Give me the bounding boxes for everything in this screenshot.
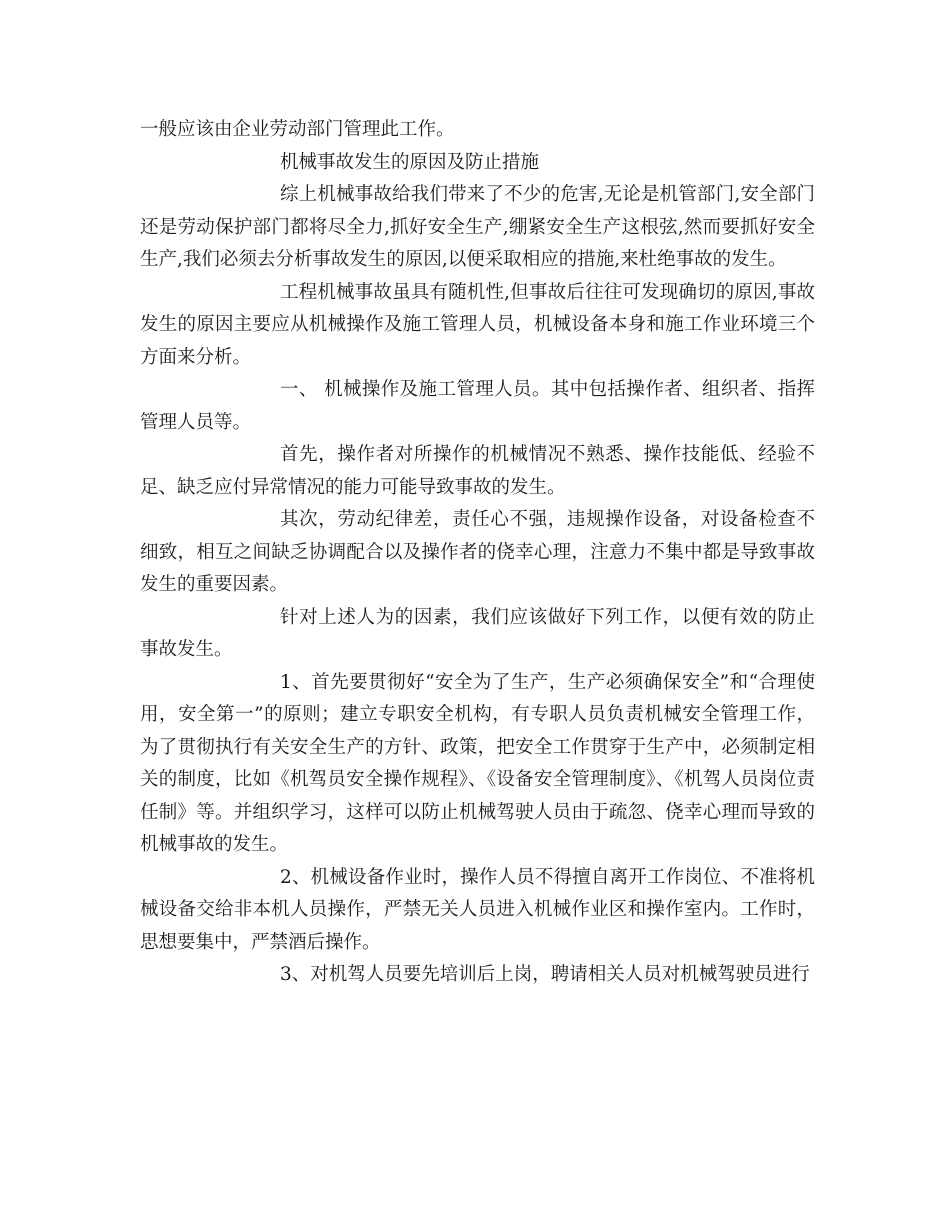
paragraph-measure-1: 1、首先要贯彻好“安全为了生产，生产必须确保安全”和“合理使用，安全第一”的原则；建立专职安全机构，有专职人员负责机械安全管理工作，为了贯彻执行有关安全生产的方针、政策，把安全工作贯穿于生产中，必须制定相关的制度，比如《机驾员安全操作规程》、《设备安全管理制度》、《机驾人员岗位责任制》等。并组织学习，这样可以防止机械驾驶人员由于疏忽、侥幸心理而导致的机械事故的发生。 xyxy=(140,671,815,855)
paragraph-causes: 工程机械事故虽具有随机性,但事故后往往可发现确切的原因,事故发生的原因主要应从机械操作及施工管理人员，机械设备本身和施工作业环境三个方面来分析。 xyxy=(140,281,815,368)
section-heading: 机械事故发生的原因及防止措施 xyxy=(280,151,540,173)
paragraph-item-one: 一、 机械操作及施工管理人员。其中包括操作者、组织者、指挥管理人员等。 xyxy=(140,379,815,433)
paragraph-measures-intro: 针对上述人为的因素，我们应该做好下列工作，以便有效的防止事故发生。 xyxy=(140,606,815,660)
paragraph-summary: 综上机械事故给我们带来了不少的危害,无论是机管部门,安全部门还是劳动保护部门都将尽全力,抓好安全生产,绷紧安全生产这根弦,然而要抓好安全生产,我们必须去分析事故发生的原因,以便采取相应的措施,来杜绝事故的发生。 xyxy=(140,184,815,270)
paragraph-first: 首先，操作者对所操作的机械情况不熟悉、操作技能低、经验不足、缺乏应付异常情况的能力可能导致事故的发生。 xyxy=(140,444,815,498)
paragraph-measure-2: 2、机械设备作业时，操作人员不得擅自离开工作岗位、不准将机械设备交给非本机人员操作，严禁无关人员进入机械作业区和操作室内。工作时，思想要集中，严禁酒后操作。 xyxy=(140,866,815,953)
paragraph-continuation: 一般应该由企业劳动部门管理此工作。 xyxy=(140,119,455,140)
paragraph-measure-3: 3、对机驾人员要先培训后上岗，聘请相关人员对机械驾驶员进行 xyxy=(280,964,810,985)
document-body xyxy=(140,114,815,992)
paragraph-second: 其次，劳动纪律差，责任心不强，违规操作设备，对设备检查不细致，相互之间缺乏协调配合以及操作者的侥幸心理，注意力不集中都是导致事故发生的重要因素。 xyxy=(140,509,815,595)
